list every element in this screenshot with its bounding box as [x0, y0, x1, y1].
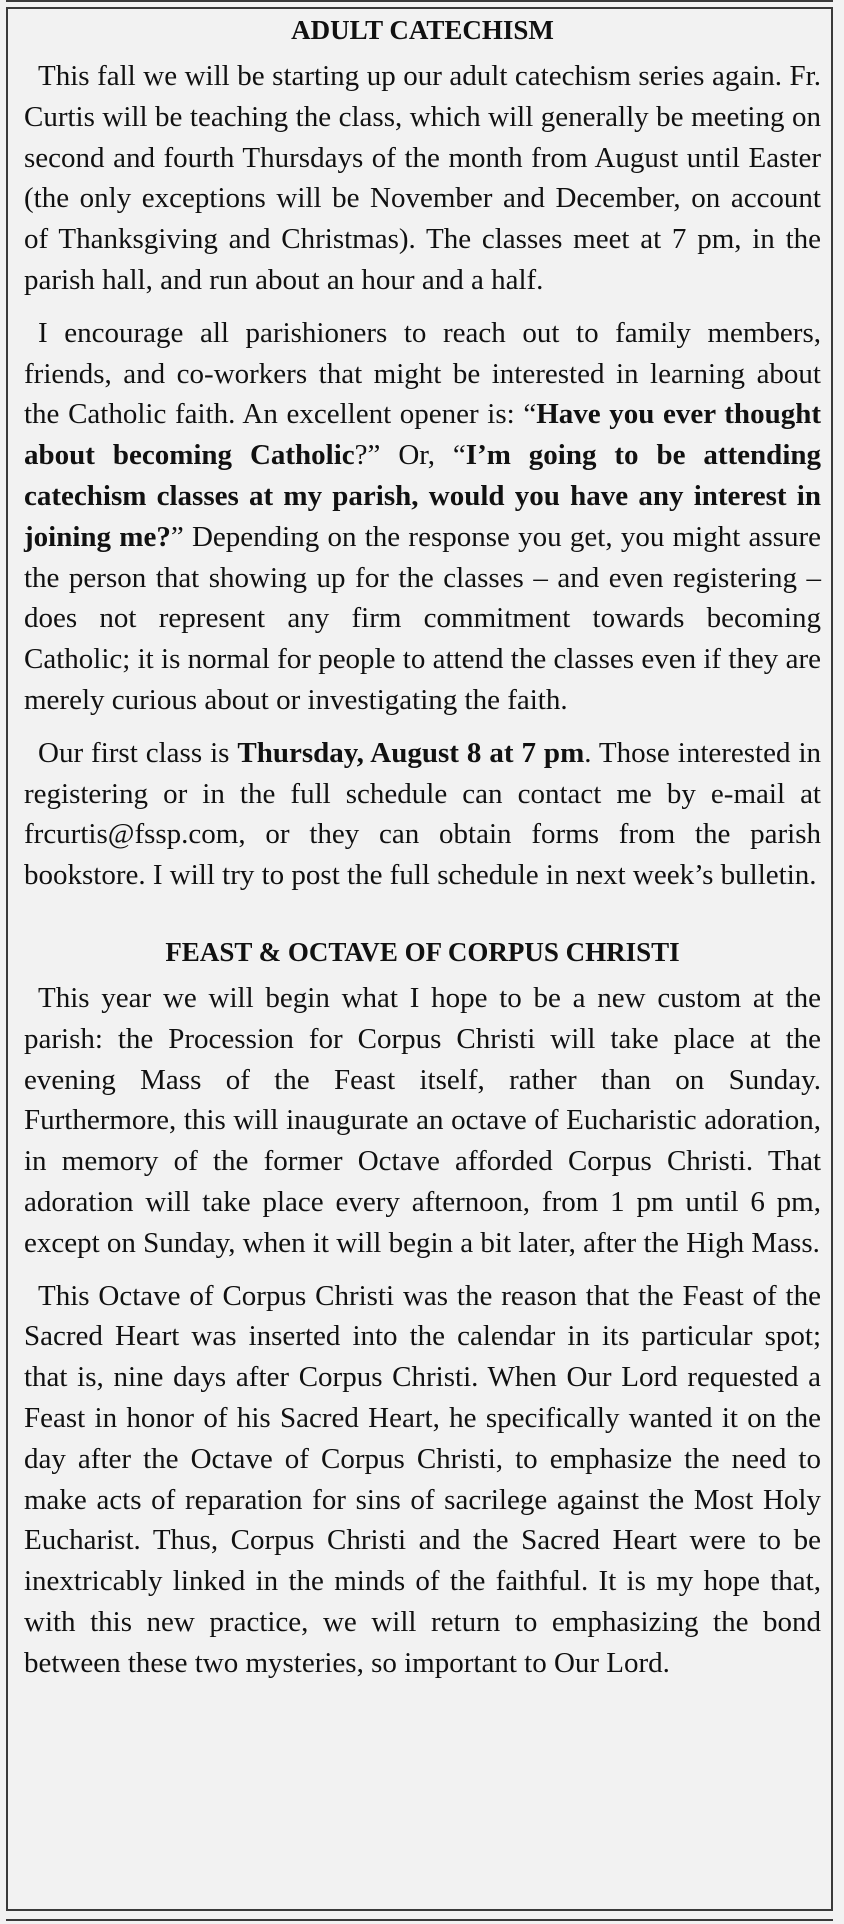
bottom-rule [6, 1919, 833, 1921]
section-adult-catechism [24, 10, 821, 896]
bold-quote-joining-me: I’m going to be attending catechism classes at my parish, would you have any interest in joining me? [24, 439, 822, 553]
text-run: I encourage all parishioners to reach out to family members, friends, and co-workers that might be interested in learning about the Catholic faith. An excellent opener is: “ [24, 316, 821, 431]
section-heading-corpus-christi: FEAST & OCTAVE OF CORPUS CHRISTI [165, 936, 680, 967]
bold-first-class-date: Thursday, August 8 at 7 pm [237, 736, 585, 769]
bold-quote-becoming-catholic: Have you ever thought about becoming Catholic [24, 398, 821, 472]
paragraph-procession: This year we will begin what I hope to be a new custom at the parish: the Procession for Corpus Christi will take place at the evening Mass of the Feast itself, rather than on Sunday. Furthermore, this will inaugurate an octave of Eucharistic adoration, in memory of the former Octave afforded Corpus Christi. That adoration will take place every afternoon, from 1 pm until 6 pm, except on Sunday, when it will begin a bit later, after the High Mass. [24, 981, 821, 1259]
text-run: ?” Or, “ [354, 439, 466, 472]
text-run: ” Depending on the response you get, you might assure the person that showing up for the classes – and even registering – does not represent any firm commitment towards becoming Catholic; it is normal for people to attend the classes even if they are merely curious about or investigating the faith. [24, 520, 821, 716]
article-content [24, 10, 821, 1683]
top-rule [6, 0, 833, 2]
paragraph-catechism-intro: This fall we will be starting up our adult catechism series again. Fr. Curtis will be teaching the class, which will generally be meeting on second and fourth Thursdays of the month from August until Easter (the only exceptions will be November and December, on account of Thanksgiving and Christmas). The classes meet at 7 pm, in the parish hall, and run about an hour and a half. [24, 60, 821, 296]
paragraph-catechism-invite [24, 313, 821, 721]
text-run: . Those interested in registering or in the full schedule can contact me by e-mail at frcurtis@fssp.com, or they can obtain forms from the parish bookstore. I will try to post the full schedule in next week’s bulletin. [24, 736, 822, 892]
section-heading-adult-catechism: ADULT CATECHISM [291, 15, 554, 45]
paragraph-first-class [24, 733, 821, 896]
text-run: Our first class is [38, 736, 238, 769]
section-corpus-christi [24, 932, 821, 1684]
paragraph-sacred-heart: This Octave of Corpus Christi was the reason that the Feast of the Sacred Heart was inserted into the calendar in its particular spot; that is, nine days after Corpus Christi. When Our Lord requested a Feast in honor of his Sacred Heart, he specifically wanted it on the day after the Octave of Corpus Christi, to emphasize the need to make acts of reparation for sins of sacrilege against the Most Holy Eucharist. Thus, Corpus Christi and the Sacred Heart were to be inextricably linked in the minds of the faithful. It is my hope that, with this new practice, we will return to emphasizing the bond between these two mysteries, so important to Our Lord. [24, 1279, 821, 1679]
